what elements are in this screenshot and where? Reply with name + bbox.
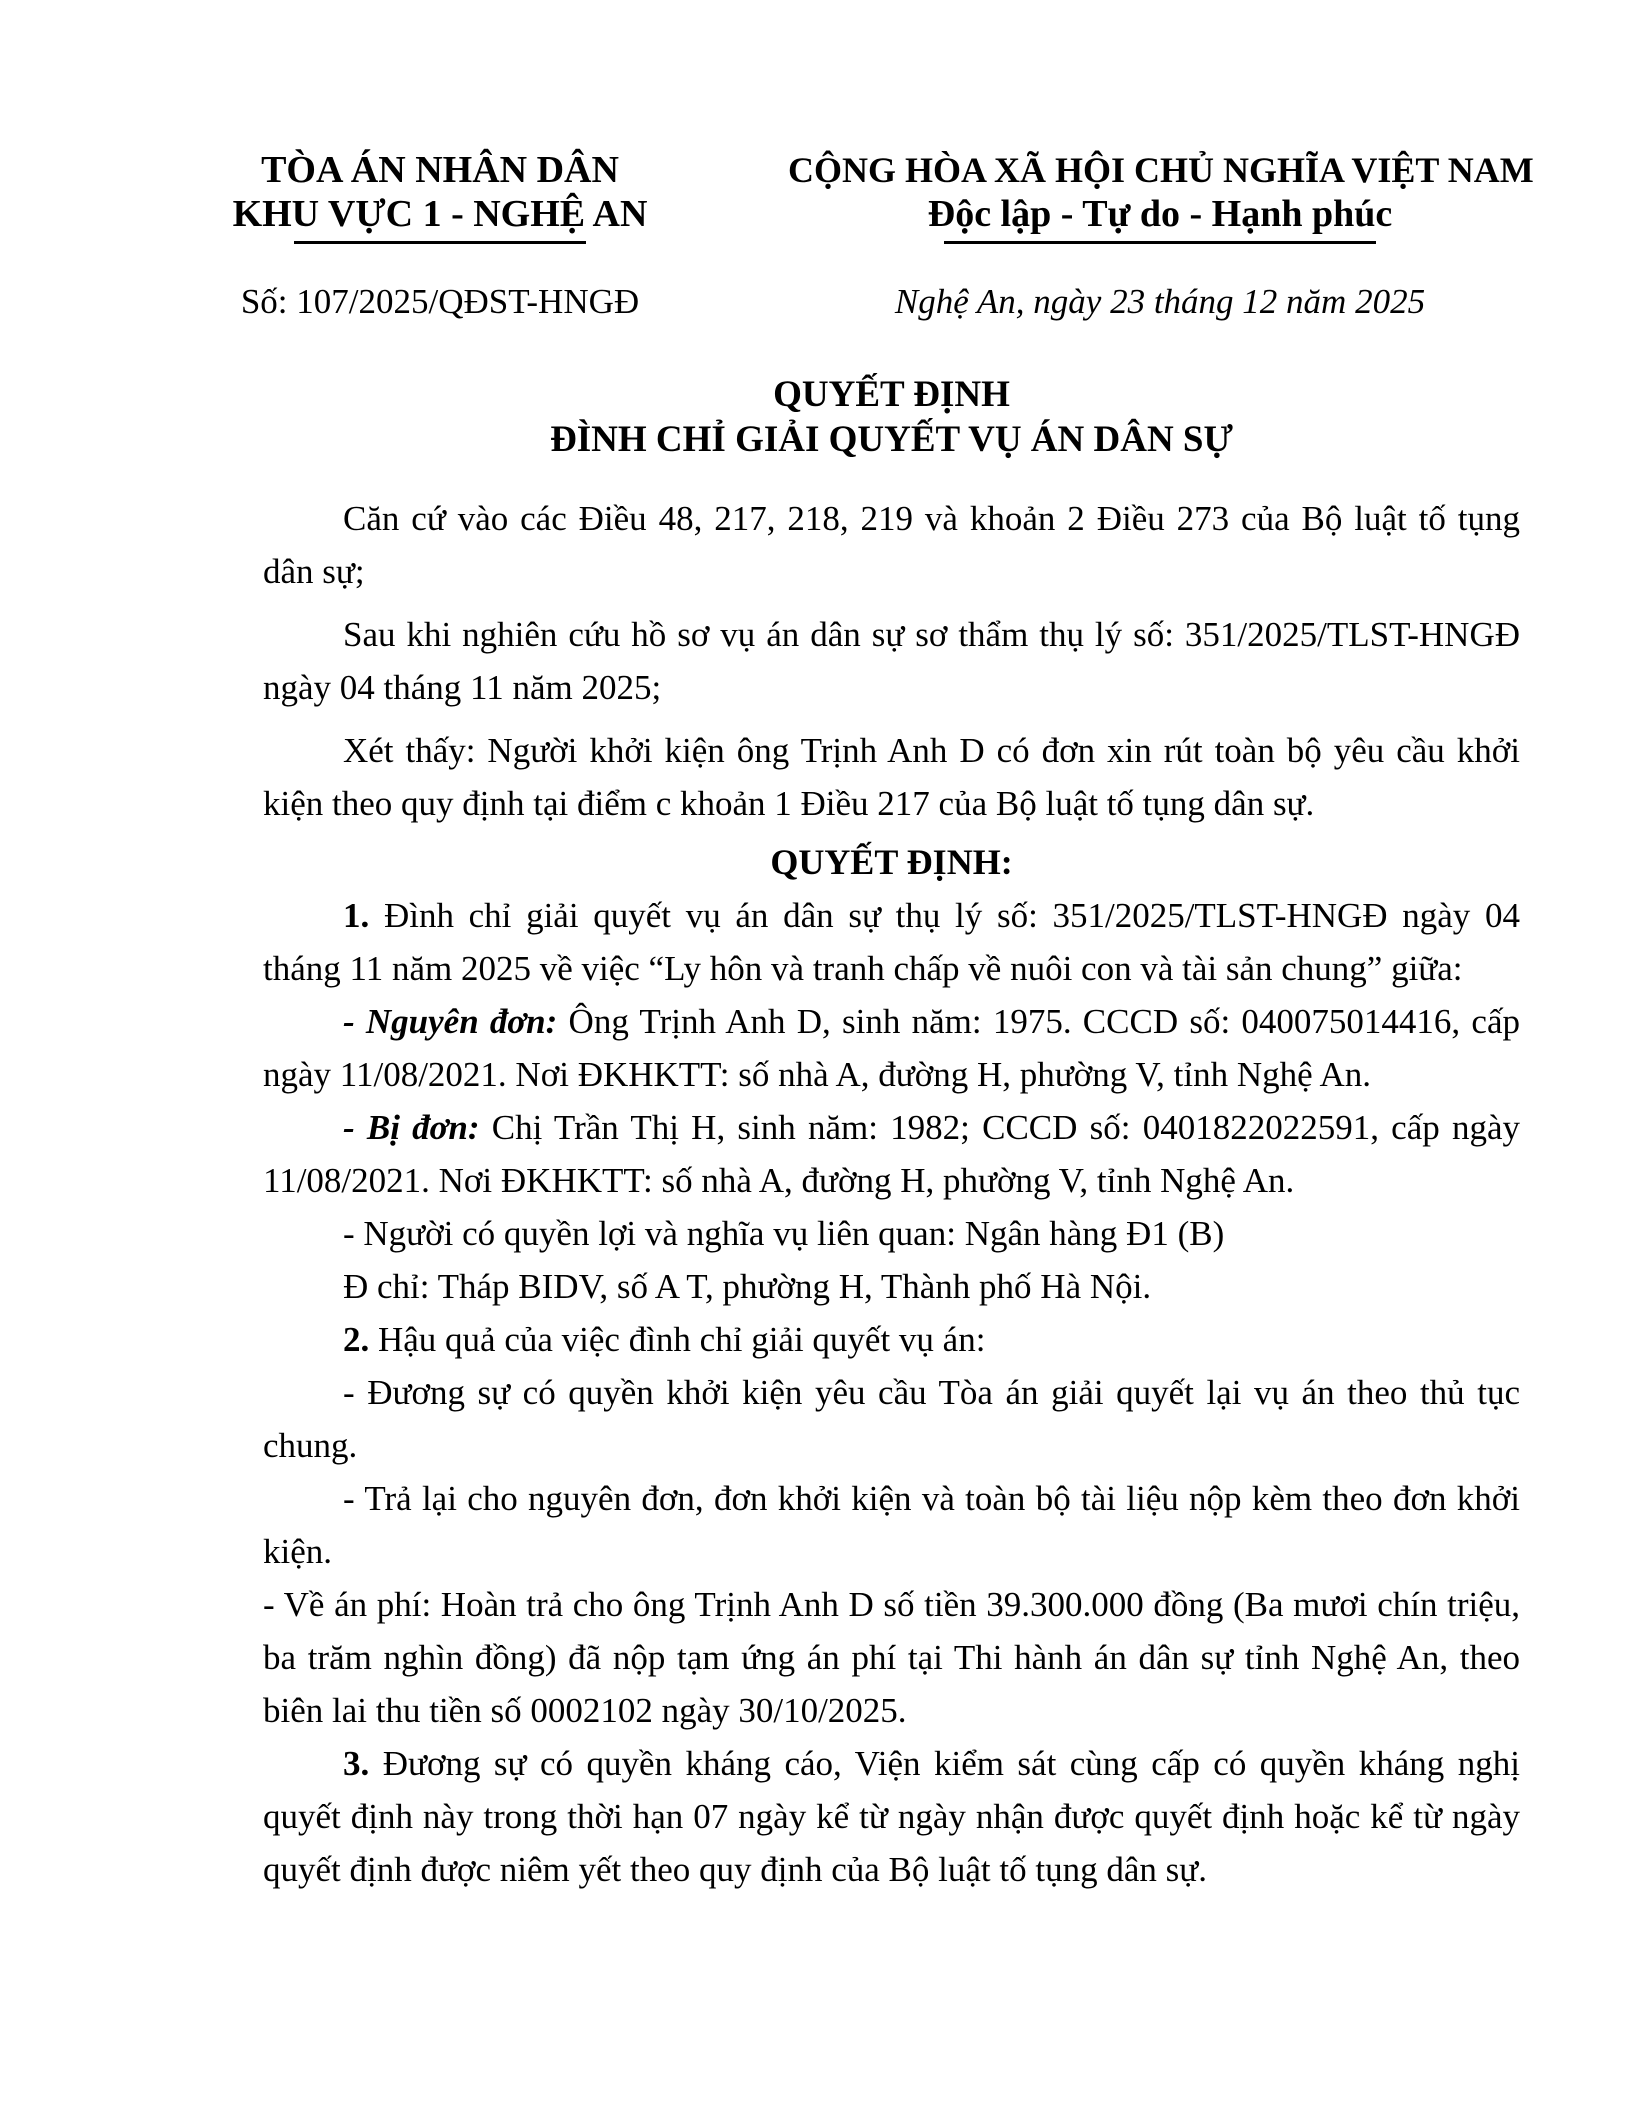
paragraph-decision-item-3: [263, 1737, 1520, 1896]
paragraph-consequence-2: [263, 1472, 1520, 1578]
national-motto: Độc lập - Tự do - Hạnh phúc: [927, 193, 1393, 235]
paragraph-text: Xét thấy: Người khởi kiện ông Trịnh Anh D có đơn xin rút toàn bộ yêu cầu khởi kiện theo quy định tại điểm c khoản 1 Điều 217 của Bộ luật tố tụng dân sự.: [263, 731, 1520, 823]
header-national-block: [788, 148, 1532, 324]
motto-underline: [944, 241, 1376, 244]
party-label: - Nguyên đơn:: [343, 1002, 558, 1041]
paragraph-decision-item-1: [263, 889, 1520, 995]
court-branch: KHU VỰC 1 - NGHỆ AN: [232, 193, 648, 235]
item-number: 1.: [343, 896, 370, 935]
paragraph-legal-basis: [263, 492, 1520, 598]
place-date-line: Nghệ An, ngày 23 tháng 12 năm 2025: [894, 282, 1426, 321]
party-label: - Bị đơn:: [343, 1108, 480, 1147]
paragraph-case-review: [263, 608, 1520, 714]
court-name: TÒA ÁN NHÂN DÂN: [261, 149, 619, 191]
paragraph-plaintiff: [263, 995, 1520, 1101]
paragraph-finding: [263, 724, 1520, 830]
paragraph-text: - Đương sự có quyền khởi kiện yêu cầu Tòa án giải quyết lại vụ án theo thủ tục chung.: [263, 1373, 1520, 1465]
court-underline: [294, 241, 586, 244]
document-body: [263, 492, 1520, 1896]
paragraph-decision-item-2: [263, 1313, 1520, 1366]
paragraph-text: Ông Trịnh Anh D, sinh năm: 1975. CCCD số: 040075014416, cấp ngày 11/08/2021. Nơi ĐKHKTT: số nhà A, đường H, phường V, tỉnh Nghệ An.: [263, 1002, 1520, 1094]
paragraph-text: - Về án phí: Hoàn trả cho ông Trịnh Anh D số tiền 39.300.000 đồng (Ba mươi chín triệu, ba trăm nghìn đồng) đã nộp tạm ứng án phí tại Thi hành án dân sự tỉnh Nghệ An, theo biên lai thu tiền số 0002102 ngày 30/10/2025.: [263, 1585, 1520, 1730]
paragraph-text: Đương sự có quyền kháng cáo, Viện kiểm sát cùng cấp có quyền kháng nghị quyết định này trong thời hạn 07 ngày kể từ ngày nhận được quyết định hoặc kể từ ngày quyết định được niêm yết theo quy định của Bộ luật tố tụng dân sự.: [263, 1744, 1520, 1889]
paragraph-text: Chị Trần Thị H, sinh năm: 1982; CCCD số: 0401822022591, cấp ngày 11/08/2021. Nơi ĐKHKTT: số nhà A, đường H, phường V, tỉnh Nghệ An.: [263, 1108, 1520, 1200]
paragraph-text: Sau khi nghiên cứu hồ sơ vụ án dân sự sơ thẩm thụ lý số: 351/2025/TLST-HNGĐ ngày 04 tháng 11 năm 2025;: [263, 615, 1520, 707]
paragraph-text: Căn cứ vào các Điều 48, 217, 218, 219 và khoản 2 Điều 273 của Bộ luật tố tụng dân sự;: [263, 499, 1520, 591]
paragraph-text: - Trả lại cho nguyên đơn, đơn khởi kiện và toàn bộ tài liệu nộp kèm theo đơn khởi kiện.: [263, 1479, 1520, 1571]
title-line-2: ĐÌNH CHỈ GIẢI QUYẾT VỤ ÁN DÂN SỰ: [550, 419, 1233, 460]
item-number: 3.: [343, 1744, 370, 1783]
header-court-block: [180, 148, 700, 324]
decision-heading: QUYẾT ĐỊNH:: [770, 842, 1013, 882]
paragraph-text: Đình chỉ giải quyết vụ án dân sự thụ lý số: 351/2025/TLST-HNGĐ ngày 04 tháng 11 năm 2025 về việc “Ly hôn và tranh chấp về nuôi con và tài sản chung” giữa:: [263, 896, 1520, 988]
paragraph-text: Hậu quả của việc đình chỉ giải quyết vụ án:: [369, 1320, 986, 1359]
paragraph-text: Đ chỉ: Tháp BIDV, số A T, phường H, Thành phố Hà Nội.: [343, 1267, 1152, 1306]
paragraph-court-fee: [263, 1578, 1520, 1737]
paragraph-consequence-1: [263, 1366, 1520, 1472]
paragraph-related-party-address: [263, 1260, 1520, 1313]
paragraph-related-party: [263, 1207, 1520, 1260]
document-title: [263, 372, 1520, 462]
title-line-1: QUYẾT ĐỊNH: [773, 374, 1010, 415]
document-number: Số: 107/2025/QĐST-HNGĐ: [240, 282, 640, 321]
item-number: 2.: [343, 1320, 370, 1359]
paragraph-text: - Người có quyền lợi và nghĩa vụ liên quan: Ngân hàng Đ1 (B): [343, 1214, 1225, 1253]
paragraph-defendant: [263, 1101, 1520, 1207]
national-title: CỘNG HÒA XÃ HỘI CHỦ NGHĨA VIỆT NAM: [788, 150, 1534, 190]
